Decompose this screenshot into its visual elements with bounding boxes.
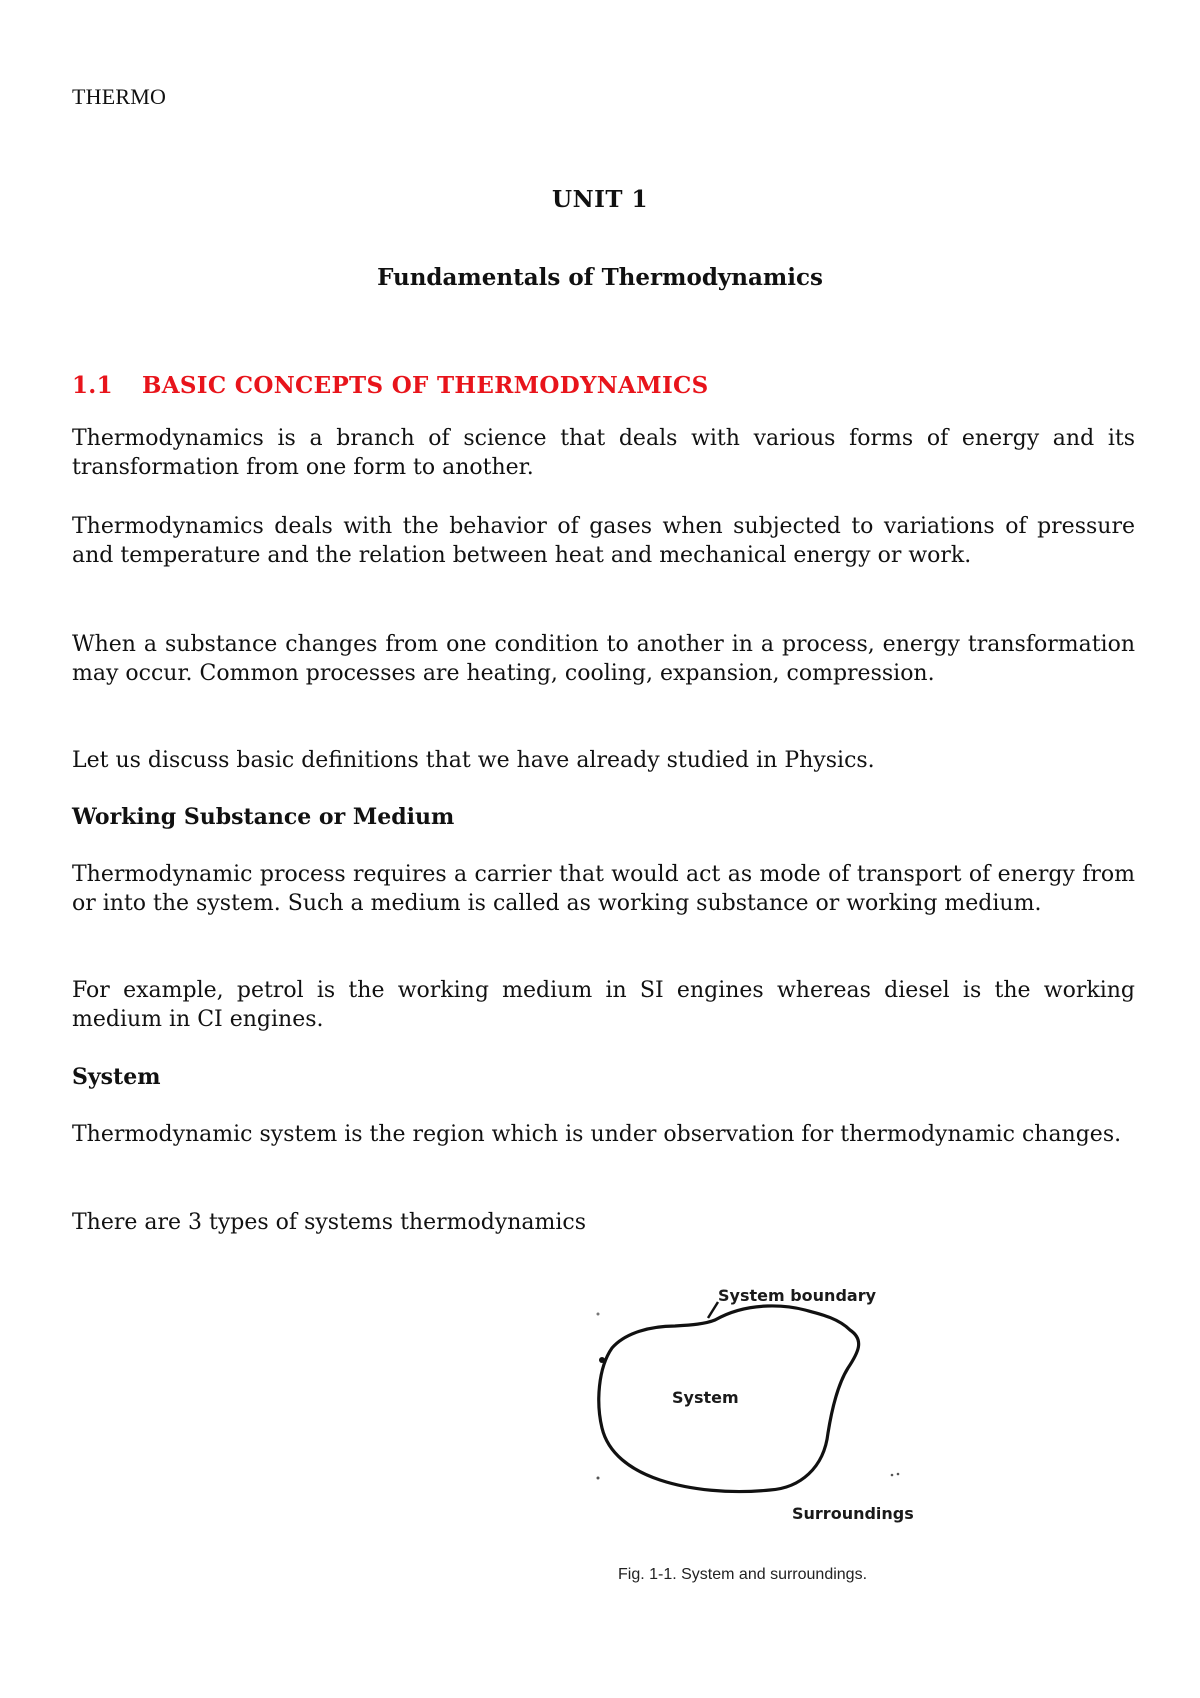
chapter-title: Fundamentals of Thermodynamics (377, 264, 823, 291)
paragraph-types: There are 3 types of systems thermodynamics (72, 1210, 587, 1235)
section-heading (72, 372, 709, 399)
system-boundary-diagram (580, 1258, 940, 1598)
paragraph-system: Thermodynamic system is the region which is under observation for thermodynamic changes. (72, 1122, 1122, 1147)
paragraph-processes: When a substance changes from one condition to another in a process, energy transformation may occur. Common processes are heating, cooling, expansion, compression. (72, 632, 1135, 686)
label-system-boundary: System boundary (718, 1286, 877, 1305)
speck-mark (897, 1473, 900, 1476)
subheading-working-substance: Working Substance or Medium (72, 804, 455, 830)
section-number: 1.1 (72, 372, 113, 399)
system-surroundings-figure (580, 1258, 940, 1598)
paragraph-working-medium: Thermodynamic process requires a carrier that would act as mode of transport of energy from or into the system. Such a medium is called as working substance or working medium. (72, 862, 1135, 916)
boundary-point-marker (599, 1357, 605, 1363)
boundary-leader-line (708, 1302, 718, 1318)
speck-mark (597, 1313, 600, 1316)
paragraph-gases: Thermodynamics deals with the behavior of gases when subjected to variations of pressure and temperature and the relation between heat and mechanical energy or work. (72, 514, 1135, 568)
subheading-system: System (72, 1064, 161, 1090)
section-heading-text: BASIC CONCEPTS OF THERMODYNAMICS (142, 372, 709, 399)
paragraph-example: For example, petrol is the working medium in SI engines whereas diesel is the working medium in CI engines. (72, 978, 1135, 1032)
speck-mark (891, 1474, 894, 1477)
paragraph-basic-definitions: Let us discuss basic definitions that we have already studied in Physics. (72, 748, 875, 773)
paragraph-definition: Thermodynamics is a branch of science that deals with various forms of energy and its transformation from one form to another. (72, 426, 1135, 480)
label-surroundings: Surroundings (792, 1504, 914, 1523)
speck-mark (597, 1477, 600, 1480)
running-head: THERMO (72, 84, 167, 109)
unit-title: UNIT 1 (552, 186, 648, 213)
label-system: System (672, 1388, 739, 1407)
figure-caption: Fig. 1-1. System and surroundings. (618, 1566, 868, 1583)
